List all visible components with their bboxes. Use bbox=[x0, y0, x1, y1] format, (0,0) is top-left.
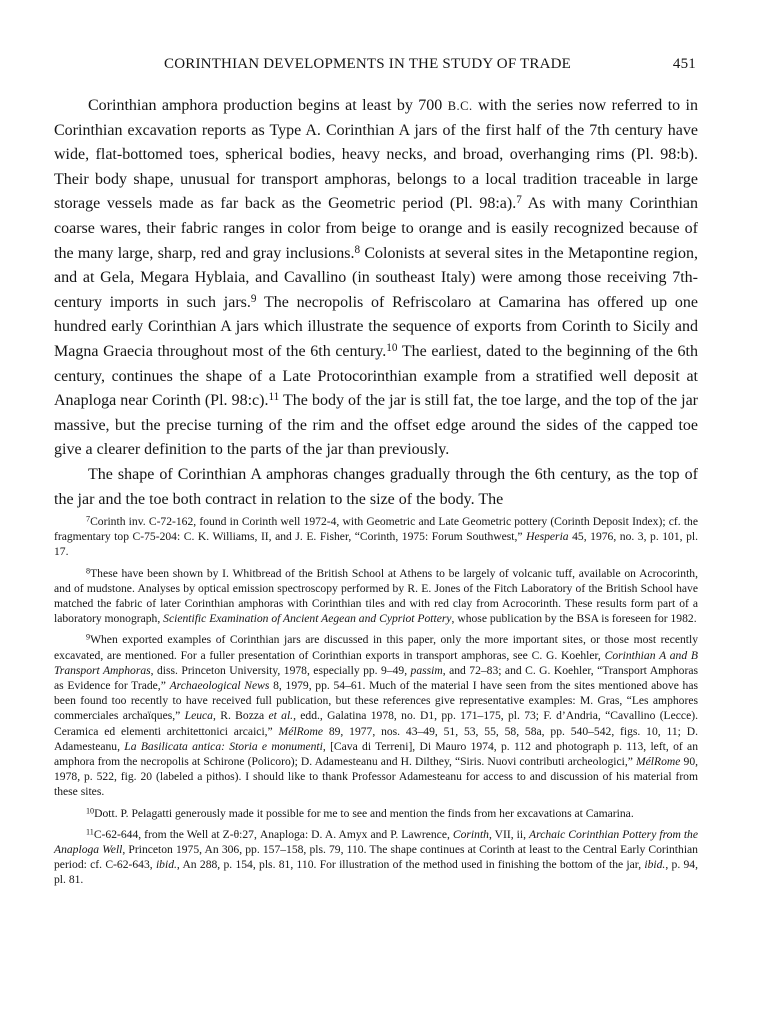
running-title: CORINTHIAN DEVELOPMENTS IN THE STUDY OF TRADE bbox=[164, 56, 572, 72]
body-paragraph: Corinthian amphora production begins at least by 700 B.C. with the series now referred to in Corinthian excavation reports as Type A. Corinthian A jars of the first half of the 7th century have wide, flat-bottomed toes, spherical bodies, heavy necks, and broad, overhanging rims (Pl. 98:b). Their body shape, unusual for transport amphoras, belongs to a local tradition traceable in large storage vessels made as far back as the Geometric period (Pl. 98:a).$^7$ As with many Corinthian coarse wares, their fabric ranges in color from beige to orange and is easily recognized because of the many large, sharp, red and gray inclusions.$^8$ Colonists at several sites in the Metapontine region, and at Gela, Megara Hyblaia, and Cavallino (in southeast Italy) were among those receiving 7th-century imports in such jars.$^9$ The necropolis of Refriscolaro at Camarina has offered up one hundred early Corinthian A jars which illustrate the sequence of exports from Corinth to Sicily and Magna Graecia throughout most of the 6th century.$^{10}$ The earliest, dated to the beginning of the 6th century, continues the shape of a Late Protocorinthian example from a stratified well deposit at Anaploga near Corinth (Pl. 98:c).$^{11}$ The body of the jar is still fat, the toe large, and the top of the jar massive, but the precise turning of the rim and the offset edge around the sides of the capped toe give a clearer definition to the parts of the jar than previously. bbox=[54, 97, 699, 459]
main-text bbox=[54, 94, 698, 512]
page-number: 451 bbox=[672, 56, 696, 72]
running-header bbox=[164, 56, 696, 73]
footnote-8: $^8$These have been shown by I. Whitbread of the British School at Athens to be largely of volcanic tuff, available on Acrocorinth, and of mudstone. Analyses by optical emission spectroscopy performed by R. E. Jones of the Fitch Laboratory of the British School have matched the fabric of later Corinthian amphoras with Corinthian tiles and with red clay from Acrocorinth. These results form part of a laboratory monograph, Scientific Examination of Ancient Aegean and Cypriot Pottery, whose publication by the BSA is foreseen for 1982. bbox=[54, 565, 698, 626]
footnote-9: $^9$When exported examples of Corinthian jars are discussed in this paper, only the more important sites, or those most recently excavated, are mentioned. For a fuller presentation of Corinthian exports in transport amphoras, see C. G. Koehler, Corinthian A and B Transport Amphoras, diss. Princeton University, 1978, especially pp. 9–49, passim, and 72–83; and C. G. Koehler, “Transport Amphoras as Evidence for Trade,” Archaeological News 8, 1979, pp. 54–61. Much of the material I have seen from the sites mentioned above has been found too recently to have received full publication, but these references give representative examples: M. Gras, “Les amphores commerciales archaïques,” Leuca, R. Bozza et al., edd., Galatina 1978, no. D1, pp. 171–175, pl. 73; F. d’Andria, “Cavallino (Lecce). Ceramica ed elementi architettonici arcaici,” MélRome 89, 1977, nos. 43–49, 51, 53, 55, 58, 58a, pp. 540–542, figs. 10, 11; D. Adamesteanu, La Basilicata antica: Storia e monumenti, [Cava di Terreni], Di Mauro 1974, p. 112 and photograph p. 113, left, of an amphora from the necropolis at Schirone (Policoro); D. Adamesteanu and H. Dilthey, “Siris. Nuovi contributi archeologici,” MélRome 90, 1978, p. 522, fig. 20 (labeled a pithos). I should like to thank Professor Adamesteanu for access to and discussion of his material from these sites. bbox=[54, 632, 699, 799]
body-paragraph: The shape of Corinthian A amphoras changes gradually through the 6th century, as the top of the jar and the toe both contract in relation to the size of the body. The bbox=[54, 465, 698, 508]
footnote-10: $^{10}$Dott. P. Pelagatti generously made it possible for me to see and mention the finds from her excavations at Camarina. bbox=[86, 806, 634, 820]
footnote-7: $^7$Corinth inv. C-72-162, found in Corinth well 1972-4, with Geometric and Late Geometric pottery (Corinth Deposit Index); cf. the fragmentary top C-75-204: C. K. Williams, II, and J. E. Fisher, “Corinth, 1975: Forum Southwest,” Hesperia 45, 1976, no. 3, p. 101, pl. 17. bbox=[54, 514, 698, 559]
footnotes bbox=[54, 514, 698, 894]
footnote-11: $^{11}$C-62-644, from the Well at Z-θ:27, Anaploga: D. A. Amyx and P. Lawrence, Corinth, VII, ii, Archaic Corinthian Pottery from the Anaploga Well, Princeton 1975, An 306, pp. 157–158, pls. 79, 110. The shape continues at Corinth at least to the Central Early Corinthian period: cf. C-62-643, ibid., An 288, p. 154, pls. 81, 110. For illustration of the method used in finishing the bottom of the jar, ibid., p. 94, pl. 81. bbox=[54, 827, 698, 887]
